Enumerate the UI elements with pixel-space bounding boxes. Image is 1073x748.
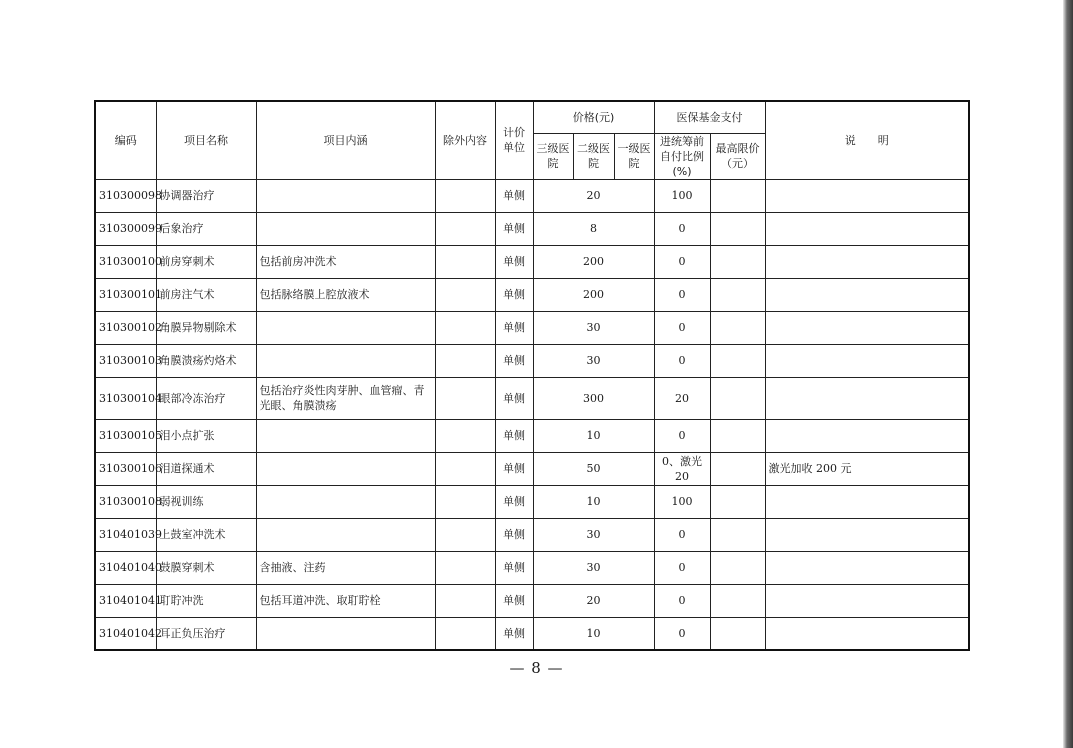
cell-code: 310300098	[95, 179, 156, 212]
cell-self-pay: 0	[654, 311, 710, 344]
header-price: 价格(元)	[533, 101, 654, 133]
cell-price: 30	[533, 344, 654, 377]
cell-name: 后象治疗	[156, 212, 256, 245]
table-row	[95, 377, 969, 419]
header-notes: 说 明	[765, 101, 969, 179]
cell-notes	[765, 245, 969, 278]
cell-exclusion	[435, 485, 495, 518]
cell-self-pay: 20	[654, 377, 710, 419]
cell-max-price	[710, 311, 765, 344]
cell-name: 泪道探通术	[156, 452, 256, 485]
cell-name: 眼部冷冻治疗	[156, 377, 256, 419]
cell-code: 310300099	[95, 212, 156, 245]
cell-unit: 单侧	[495, 245, 533, 278]
cell-unit: 单侧	[495, 179, 533, 212]
cell-notes	[765, 278, 969, 311]
cell-max-price	[710, 419, 765, 452]
cell-max-price	[710, 617, 765, 650]
cell-exclusion	[435, 518, 495, 551]
cell-exclusion	[435, 278, 495, 311]
cell-exclusion	[435, 452, 495, 485]
table-row	[95, 551, 969, 584]
cell-self-pay: 0	[654, 344, 710, 377]
cell-notes	[765, 518, 969, 551]
cell-self-pay: 0	[654, 419, 710, 452]
cell-notes	[765, 551, 969, 584]
header-tier3: 三级医院	[533, 133, 573, 179]
cell-price: 30	[533, 518, 654, 551]
cell-self-pay: 0	[654, 518, 710, 551]
cell-code: 310401040	[95, 551, 156, 584]
cell-self-pay: 0、激光 20	[654, 452, 710, 485]
table-row	[95, 617, 969, 650]
cell-content	[256, 212, 435, 245]
cell-content	[256, 344, 435, 377]
table-row	[95, 311, 969, 344]
header-tier1: 一级医院	[614, 133, 654, 179]
cell-exclusion	[435, 212, 495, 245]
cell-max-price	[710, 452, 765, 485]
header-max-price: 最高限价（元）	[710, 133, 765, 179]
cell-self-pay: 0	[654, 584, 710, 617]
cell-self-pay: 0	[654, 278, 710, 311]
cell-unit: 单侧	[495, 278, 533, 311]
cell-price: 20	[533, 179, 654, 212]
cell-max-price	[710, 344, 765, 377]
cell-notes	[765, 584, 969, 617]
price-table	[94, 100, 970, 651]
cell-price: 200	[533, 245, 654, 278]
cell-unit: 单侧	[495, 584, 533, 617]
cell-name: 角膜溃疡灼烙术	[156, 344, 256, 377]
cell-code: 310300101	[95, 278, 156, 311]
table-row	[95, 278, 969, 311]
cell-name: 协调器治疗	[156, 179, 256, 212]
cell-code: 310300105	[95, 419, 156, 452]
cell-self-pay: 100	[654, 485, 710, 518]
cell-name: 耵聍冲洗	[156, 584, 256, 617]
cell-name: 角膜异物剔除术	[156, 311, 256, 344]
header-code: 编码	[95, 101, 156, 179]
cell-price: 300	[533, 377, 654, 419]
cell-price: 30	[533, 311, 654, 344]
cell-price: 10	[533, 617, 654, 650]
cell-self-pay: 0	[654, 551, 710, 584]
cell-name: 上鼓室冲洗术	[156, 518, 256, 551]
cell-exclusion	[435, 311, 495, 344]
cell-price: 50	[533, 452, 654, 485]
cell-code: 310401039	[95, 518, 156, 551]
table-row	[95, 344, 969, 377]
cell-unit: 单侧	[495, 551, 533, 584]
cell-notes	[765, 617, 969, 650]
cell-max-price	[710, 584, 765, 617]
cell-self-pay: 0	[654, 212, 710, 245]
cell-content	[256, 452, 435, 485]
cell-notes: 激光加收 200 元	[765, 452, 969, 485]
cell-max-price	[710, 212, 765, 245]
cell-code: 310300108	[95, 485, 156, 518]
cell-name: 前房注气术	[156, 278, 256, 311]
cell-price: 10	[533, 419, 654, 452]
cell-exclusion	[435, 419, 495, 452]
table-row	[95, 485, 969, 518]
cell-notes	[765, 344, 969, 377]
page-number: — 8 —	[509, 659, 564, 677]
cell-content	[256, 179, 435, 212]
cell-content	[256, 518, 435, 551]
cell-notes	[765, 179, 969, 212]
cell-content: 包括前房冲洗术	[256, 245, 435, 278]
header-tier2: 二级医院	[573, 133, 614, 179]
cell-max-price	[710, 485, 765, 518]
cell-content	[256, 617, 435, 650]
table-row	[95, 179, 969, 212]
cell-name: 鼓膜穿刺术	[156, 551, 256, 584]
cell-unit: 单侧	[495, 452, 533, 485]
cell-price: 20	[533, 584, 654, 617]
cell-name: 弱视训练	[156, 485, 256, 518]
cell-exclusion	[435, 551, 495, 584]
page-edge-shadow	[1063, 0, 1073, 748]
cell-exclusion	[435, 377, 495, 419]
cell-content	[256, 311, 435, 344]
cell-self-pay: 0	[654, 617, 710, 650]
cell-content: 含抽液、注药	[256, 551, 435, 584]
cell-price: 10	[533, 485, 654, 518]
header-exclusion: 除外内容	[435, 101, 495, 179]
cell-code: 310300106	[95, 452, 156, 485]
cell-unit: 单侧	[495, 617, 533, 650]
table-row	[95, 518, 969, 551]
cell-price: 200	[533, 278, 654, 311]
cell-content: 包括治疗炎性肉芽肿、血管瘤、青光眼、角膜溃疡	[256, 377, 435, 419]
cell-max-price	[710, 278, 765, 311]
header-fund: 医保基金支付	[654, 101, 765, 133]
cell-code: 310300102	[95, 311, 156, 344]
table-row	[95, 584, 969, 617]
header-name: 项目名称	[156, 101, 256, 179]
cell-code: 310300100	[95, 245, 156, 278]
cell-notes	[765, 212, 969, 245]
cell-code: 310300104	[95, 377, 156, 419]
cell-content: 包括脉络膜上腔放液术	[256, 278, 435, 311]
cell-price: 30	[533, 551, 654, 584]
cell-max-price	[710, 518, 765, 551]
cell-unit: 单侧	[495, 419, 533, 452]
table-header	[95, 101, 969, 179]
cell-content: 包括耳道冲洗、取耵聍栓	[256, 584, 435, 617]
cell-self-pay: 0	[654, 245, 710, 278]
cell-unit: 单侧	[495, 377, 533, 419]
cell-notes	[765, 419, 969, 452]
cell-max-price	[710, 179, 765, 212]
cell-content	[256, 485, 435, 518]
cell-exclusion	[435, 179, 495, 212]
cell-content	[256, 419, 435, 452]
cell-notes	[765, 377, 969, 419]
cell-price: 8	[533, 212, 654, 245]
header-content: 项目内涵	[256, 101, 435, 179]
cell-code: 310300103	[95, 344, 156, 377]
cell-exclusion	[435, 245, 495, 278]
cell-exclusion	[435, 617, 495, 650]
table-row	[95, 212, 969, 245]
cell-self-pay: 100	[654, 179, 710, 212]
cell-unit: 单侧	[495, 212, 533, 245]
cell-exclusion	[435, 584, 495, 617]
header-self-pay: 进统筹前自付比例 (%)	[654, 133, 710, 179]
cell-unit: 单侧	[495, 518, 533, 551]
table-row	[95, 419, 969, 452]
cell-unit: 单侧	[495, 344, 533, 377]
cell-name: 耳正负压治疗	[156, 617, 256, 650]
header-unit: 计价单位	[495, 101, 533, 179]
cell-code: 310401042	[95, 617, 156, 650]
table-body	[95, 179, 969, 650]
table-row	[95, 452, 969, 485]
cell-max-price	[710, 551, 765, 584]
cell-notes	[765, 311, 969, 344]
cell-exclusion	[435, 344, 495, 377]
cell-code: 310401041	[95, 584, 156, 617]
cell-notes	[765, 485, 969, 518]
cell-name: 前房穿刺术	[156, 245, 256, 278]
cell-unit: 单侧	[495, 311, 533, 344]
table-row	[95, 245, 969, 278]
cell-max-price	[710, 245, 765, 278]
cell-unit: 单侧	[495, 485, 533, 518]
cell-name: 泪小点扩张	[156, 419, 256, 452]
cell-max-price	[710, 377, 765, 419]
